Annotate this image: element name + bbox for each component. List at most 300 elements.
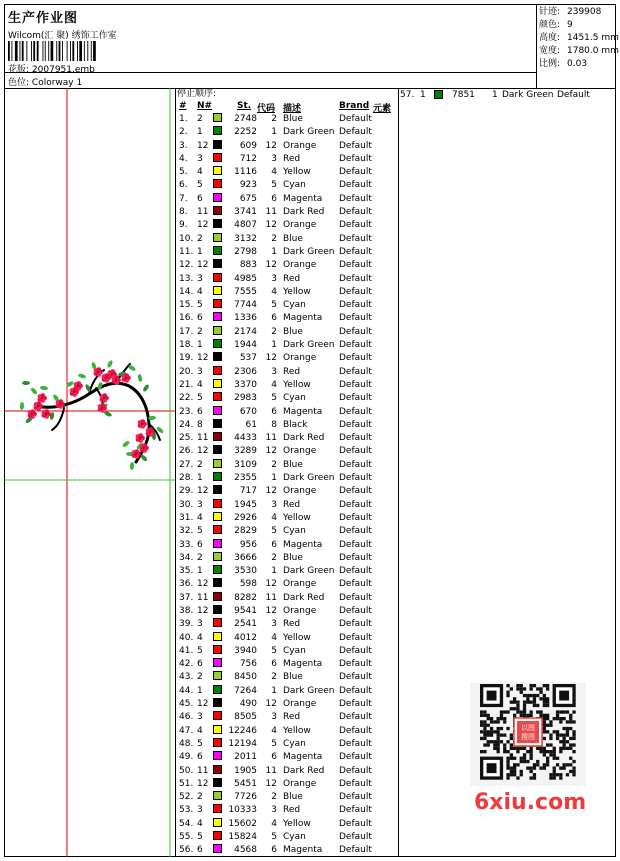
row-code: 12 xyxy=(265,699,277,710)
row-stitches: 7744 xyxy=(234,300,257,311)
row-index: 24. xyxy=(179,419,194,430)
divider xyxy=(398,88,399,857)
qr-stamp-text: 搜图 xyxy=(521,733,535,741)
row-index: 13. xyxy=(179,273,194,284)
row-code: 1 xyxy=(271,473,277,484)
row-description: Cyan xyxy=(283,645,306,656)
design-info xyxy=(539,6,619,71)
row-code: 5 xyxy=(271,832,277,843)
color-swatch xyxy=(213,419,222,428)
table-row xyxy=(177,658,397,671)
row-code: 5 xyxy=(271,645,277,656)
row-code: 4 xyxy=(271,632,277,643)
row-brand: Default xyxy=(339,366,372,377)
info-value: 9 xyxy=(567,20,573,30)
row-code: 2 xyxy=(271,672,277,683)
color-swatch xyxy=(213,166,222,175)
row-needle: 5 xyxy=(197,526,203,537)
table-row xyxy=(177,445,397,458)
color-swatch xyxy=(213,193,222,202)
color-swatch xyxy=(213,618,222,627)
info-row xyxy=(539,32,619,45)
color-swatch xyxy=(213,499,222,508)
row-brand: Default xyxy=(339,566,372,577)
row-needle: 4 xyxy=(197,379,203,390)
row-code: 4 xyxy=(271,725,277,736)
table-row xyxy=(177,738,397,751)
row-brand: Default xyxy=(339,114,372,124)
row-stitches: 7726 xyxy=(234,792,257,803)
divider xyxy=(4,72,536,73)
header-index: # xyxy=(179,101,187,111)
color-swatch xyxy=(213,445,222,454)
row-description: Red xyxy=(283,366,301,377)
row-brand: Default xyxy=(339,579,372,590)
header-code: 代码 xyxy=(257,104,276,114)
row-code: 2 xyxy=(271,552,277,563)
color-swatch xyxy=(213,791,222,800)
row-needle: 5 xyxy=(197,738,203,749)
color-swatch xyxy=(213,632,222,641)
row-needle: 12 xyxy=(197,699,209,710)
row-code: 12 xyxy=(265,260,277,271)
color-swatch xyxy=(213,844,222,853)
row-brand: Default xyxy=(339,685,372,696)
row-code: 2 xyxy=(271,114,277,124)
row-description: Yellow xyxy=(283,632,311,643)
row-needle: 12 xyxy=(197,579,209,590)
watermark: 6xiu.com xyxy=(474,790,587,815)
row-brand: Default xyxy=(339,273,372,284)
row-stitches: 2306 xyxy=(234,366,257,377)
row-stitches: 598 xyxy=(239,579,257,590)
info-key: 颜色: xyxy=(539,20,561,30)
row-brand: Default xyxy=(557,90,590,100)
color-swatch xyxy=(213,539,222,548)
row-stitches: 537 xyxy=(239,353,257,364)
row-brand: Default xyxy=(339,127,372,138)
row-brand: Default xyxy=(339,645,372,656)
table-row xyxy=(177,140,397,153)
row-needle: 3 xyxy=(197,153,203,164)
row-brand: Default xyxy=(339,526,372,537)
row-brand: Default xyxy=(339,446,372,457)
row-brand: Default xyxy=(339,805,372,816)
row-description: Cyan xyxy=(283,300,306,311)
row-index: 34. xyxy=(179,552,194,563)
row-brand: Default xyxy=(339,286,372,297)
table-row xyxy=(177,432,397,445)
row-brand: Default xyxy=(339,592,372,603)
color-swatch xyxy=(213,738,222,747)
row-description: Blue xyxy=(283,114,303,124)
design-file-label: 花版: xyxy=(8,65,30,75)
header xyxy=(4,4,536,88)
color-swatch xyxy=(213,459,222,468)
row-brand: Default xyxy=(339,725,372,736)
row-index: 45. xyxy=(179,699,194,710)
table-row xyxy=(177,765,397,778)
row-code: 1 xyxy=(271,566,277,577)
row-needle: 6 xyxy=(197,193,203,204)
row-code: 12 xyxy=(265,446,277,457)
row-needle: 5 xyxy=(197,393,203,404)
table-row xyxy=(177,711,397,724)
row-index: 16. xyxy=(179,313,194,324)
info-row xyxy=(539,19,619,32)
blossom xyxy=(122,373,131,383)
row-brand: Default xyxy=(339,313,372,324)
row-code: 12 xyxy=(265,579,277,590)
row-brand: Default xyxy=(339,512,372,523)
row-code: 4 xyxy=(271,512,277,523)
row-code: 5 xyxy=(271,738,277,749)
row-description: Magenta xyxy=(283,193,323,204)
table-row xyxy=(177,791,397,804)
info-key: 高度: xyxy=(539,33,561,43)
header-stitches: St. xyxy=(237,101,252,111)
row-brand: Default xyxy=(339,167,372,178)
row-code: 6 xyxy=(271,313,277,324)
table-row xyxy=(177,685,397,698)
color-swatch xyxy=(213,432,222,441)
leaf xyxy=(40,385,48,390)
row-needle: 6 xyxy=(197,539,203,550)
row-index: 31. xyxy=(179,512,194,523)
color-swatch xyxy=(213,698,222,707)
table-row xyxy=(177,392,397,405)
leaf xyxy=(130,462,135,470)
color-swatch xyxy=(213,804,222,813)
table-row xyxy=(177,379,397,392)
row-index: 46. xyxy=(179,712,194,723)
row-description: Magenta xyxy=(283,659,323,670)
row-description: Dark Red xyxy=(283,765,325,776)
row-brand: Default xyxy=(339,180,372,191)
row-stitches: 1905 xyxy=(234,765,257,776)
row-stitches: 10333 xyxy=(228,805,257,816)
row-needle: 3 xyxy=(197,273,203,284)
leaf xyxy=(122,440,131,448)
row-brand: Default xyxy=(339,393,372,404)
row-description: Red xyxy=(283,153,301,164)
color-swatch xyxy=(213,472,222,481)
row-code: 2 xyxy=(271,792,277,803)
row-index: 18. xyxy=(179,340,194,351)
leaf xyxy=(30,387,38,396)
color-swatch xyxy=(213,312,222,321)
row-index: 57. xyxy=(400,90,415,100)
row-description: Orange xyxy=(283,778,317,789)
row-description: Orange xyxy=(283,605,317,616)
table-row xyxy=(177,605,397,618)
row-index: 39. xyxy=(179,619,194,630)
row-needle: 3 xyxy=(197,805,203,816)
row-brand: Default xyxy=(339,486,372,497)
leaf xyxy=(106,360,113,369)
blossom xyxy=(136,433,145,443)
row-description: Orange xyxy=(283,699,317,710)
row-description: Orange xyxy=(283,260,317,271)
table-row xyxy=(177,804,397,817)
row-code: 5 xyxy=(271,180,277,191)
row-code: 11 xyxy=(265,433,277,444)
colorway xyxy=(8,75,82,88)
blossoms xyxy=(28,367,155,459)
row-brand: Default xyxy=(339,459,372,470)
table-row xyxy=(177,632,397,645)
row-brand: Default xyxy=(339,605,372,616)
blossom xyxy=(100,393,109,403)
row-stitches: 7264 xyxy=(234,685,257,696)
color-swatch xyxy=(213,671,222,680)
stop-sequence-table xyxy=(177,89,397,858)
table-row xyxy=(177,645,397,658)
row-index: 15. xyxy=(179,300,194,311)
row-needle: 5 xyxy=(197,645,203,656)
info-value: 1780.0 mm xyxy=(567,46,619,56)
row-index: 30. xyxy=(179,499,194,510)
table-row xyxy=(177,512,397,525)
table-row xyxy=(177,499,397,512)
row-index: 25. xyxy=(179,433,194,444)
color-swatch xyxy=(213,366,222,375)
row-description: Cyan xyxy=(283,180,306,191)
table-row xyxy=(177,352,397,365)
row-stitches: 3370 xyxy=(234,379,257,390)
info-row xyxy=(539,58,619,71)
row-index: 19. xyxy=(179,353,194,364)
row-index: 50. xyxy=(179,765,194,776)
color-swatch xyxy=(213,818,222,827)
row-brand: Default xyxy=(339,539,372,550)
row-stitches: 12246 xyxy=(228,725,257,736)
row-brand: Default xyxy=(339,473,372,484)
row-needle: 3 xyxy=(197,619,203,630)
row-description: Yellow xyxy=(283,818,311,829)
row-brand: Default xyxy=(339,792,372,803)
row-brand: Default xyxy=(339,433,372,444)
row-description: Dark Green xyxy=(283,340,335,351)
row-index: 38. xyxy=(179,605,194,616)
table-row xyxy=(177,552,397,565)
row-needle: 1 xyxy=(197,340,203,351)
leaf xyxy=(142,384,150,393)
row-brand: Default xyxy=(339,379,372,390)
row-code: 4 xyxy=(271,167,277,178)
row-needle: 6 xyxy=(197,845,203,856)
row-stitches: 2252 xyxy=(234,127,257,138)
row-code: 1 xyxy=(271,246,277,257)
color-swatch xyxy=(213,392,222,401)
color-swatch xyxy=(213,485,222,494)
row-description: Cyan xyxy=(283,526,306,537)
row-description: Magenta xyxy=(283,406,323,417)
row-description: Magenta xyxy=(283,845,323,856)
row-code: 12 xyxy=(265,353,277,364)
row-index: 8. xyxy=(179,207,188,218)
row-code: 4 xyxy=(271,379,277,390)
row-description: Blue xyxy=(283,459,303,470)
row-stitches: 3530 xyxy=(234,566,257,577)
color-swatch xyxy=(213,725,222,734)
row-stitches: 675 xyxy=(239,193,257,204)
row-index: 55. xyxy=(179,832,194,843)
leaf xyxy=(78,373,87,379)
row-brand: Default xyxy=(339,765,372,776)
row-code: 3 xyxy=(271,273,277,284)
row-brand: Default xyxy=(339,552,372,563)
row-index: 9. xyxy=(179,220,188,231)
row-stitches: 2174 xyxy=(234,326,257,337)
row-description: Blue xyxy=(283,672,303,683)
row-brand: Default xyxy=(339,832,372,843)
table-row xyxy=(177,246,397,259)
row-code: 1 xyxy=(271,685,277,696)
row-needle: 3 xyxy=(197,712,203,723)
row-brand: Default xyxy=(339,340,372,351)
row-description: Orange xyxy=(283,446,317,457)
table-row xyxy=(400,90,614,102)
row-stitches: 2355 xyxy=(234,473,257,484)
table-row xyxy=(177,844,397,857)
row-stitches: 717 xyxy=(239,486,257,497)
row-index: 41. xyxy=(179,645,194,656)
row-code: 3 xyxy=(271,499,277,510)
row-stitches: 3289 xyxy=(234,446,257,457)
embroidery-design xyxy=(4,88,175,857)
row-code: 3 xyxy=(271,619,277,630)
row-brand: Default xyxy=(339,619,372,630)
row-stitches: 1116 xyxy=(234,167,257,178)
row-index: 54. xyxy=(179,818,194,829)
color-swatch xyxy=(213,525,222,534)
row-index: 51. xyxy=(179,778,194,789)
row-index: 47. xyxy=(179,725,194,736)
color-swatch xyxy=(213,379,222,388)
row-stitches: 8505 xyxy=(234,712,257,723)
row-description: Dark Green xyxy=(283,246,335,257)
row-brand: Default xyxy=(339,260,372,271)
header-brand: Brand xyxy=(339,101,370,111)
row-description: Red xyxy=(283,499,301,510)
row-needle: 12 xyxy=(197,605,209,616)
row-index: 49. xyxy=(179,752,194,763)
row-index: 33. xyxy=(179,539,194,550)
table-row xyxy=(177,472,397,485)
row-needle: 12 xyxy=(197,446,209,457)
row-code: 1 xyxy=(271,340,277,351)
table-row xyxy=(177,831,397,844)
row-stitches: 15824 xyxy=(228,832,257,843)
row-stitches: 61 xyxy=(245,419,257,430)
info-row xyxy=(539,45,619,58)
color-swatch xyxy=(213,778,222,787)
row-stitches: 1944 xyxy=(234,340,257,351)
row-needle: 2 xyxy=(197,792,203,803)
row-code: 3 xyxy=(271,805,277,816)
row-description: Yellow xyxy=(283,379,311,390)
row-stitches: 3109 xyxy=(234,459,257,470)
row-needle: 12 xyxy=(197,486,209,497)
blossom xyxy=(140,443,149,453)
row-index: 43. xyxy=(179,672,194,683)
color-swatch xyxy=(213,219,222,228)
color-swatch xyxy=(213,685,222,694)
table-row xyxy=(177,312,397,325)
header-element: 元素 xyxy=(373,104,392,114)
color-swatch xyxy=(213,711,222,720)
row-stitches: 1336 xyxy=(234,313,257,324)
row-needle: 1 xyxy=(197,566,203,577)
design-file-name: 2007951.emb xyxy=(31,65,95,75)
row-needle: 11 xyxy=(197,207,209,218)
color-swatch xyxy=(213,605,222,614)
design-file xyxy=(8,62,95,75)
row-needle: 11 xyxy=(197,433,209,444)
blossom xyxy=(138,419,147,429)
table-row xyxy=(177,219,397,232)
row-code: 5 xyxy=(271,300,277,311)
row-stitches: 2798 xyxy=(234,246,257,257)
row-needle: 11 xyxy=(197,592,209,603)
table-title: 停止顺序: xyxy=(177,89,217,99)
divider xyxy=(175,88,176,857)
row-description: Blue xyxy=(283,326,303,337)
row-code: 6 xyxy=(271,406,277,417)
row-stitches: 3741 xyxy=(234,207,257,218)
table-row xyxy=(177,179,397,192)
row-stitches: 4568 xyxy=(234,845,257,856)
row-code: 6 xyxy=(271,193,277,204)
colorway-label: 色位: xyxy=(8,78,30,88)
row-index: 1. xyxy=(179,114,188,124)
row-brand: Default xyxy=(339,499,372,510)
leaf xyxy=(137,374,142,383)
table-row xyxy=(177,525,397,538)
row-needle: 6 xyxy=(197,752,203,763)
row-stitches: 2829 xyxy=(234,526,257,537)
row-description: Dark Green xyxy=(283,473,335,484)
table-row xyxy=(177,459,397,472)
row-index: 20. xyxy=(179,366,194,377)
row-needle: 1 xyxy=(420,90,426,100)
blossom xyxy=(34,401,43,411)
row-brand: Default xyxy=(339,419,372,430)
row-index: 26. xyxy=(179,446,194,457)
row-needle: 4 xyxy=(197,818,203,829)
info-row xyxy=(539,6,619,19)
color-swatch xyxy=(213,658,222,667)
row-code: 6 xyxy=(271,752,277,763)
row-code: 5 xyxy=(271,393,277,404)
color-swatch xyxy=(213,578,222,587)
row-needle: 1 xyxy=(197,127,203,138)
info-value: 1451.5 mm xyxy=(567,33,619,43)
row-brand: Default xyxy=(339,699,372,710)
row-code: 2 xyxy=(271,459,277,470)
row-description: Orange xyxy=(283,579,317,590)
table-row xyxy=(177,299,397,312)
row-brand: Default xyxy=(339,712,372,723)
row-description: Yellow xyxy=(283,725,311,736)
row-code: 6 xyxy=(271,659,277,670)
color-swatch xyxy=(213,326,222,335)
row-brand: Default xyxy=(339,233,372,244)
row-needle: 12 xyxy=(197,140,209,151)
row-needle: 12 xyxy=(197,220,209,231)
color-swatch xyxy=(213,765,222,774)
